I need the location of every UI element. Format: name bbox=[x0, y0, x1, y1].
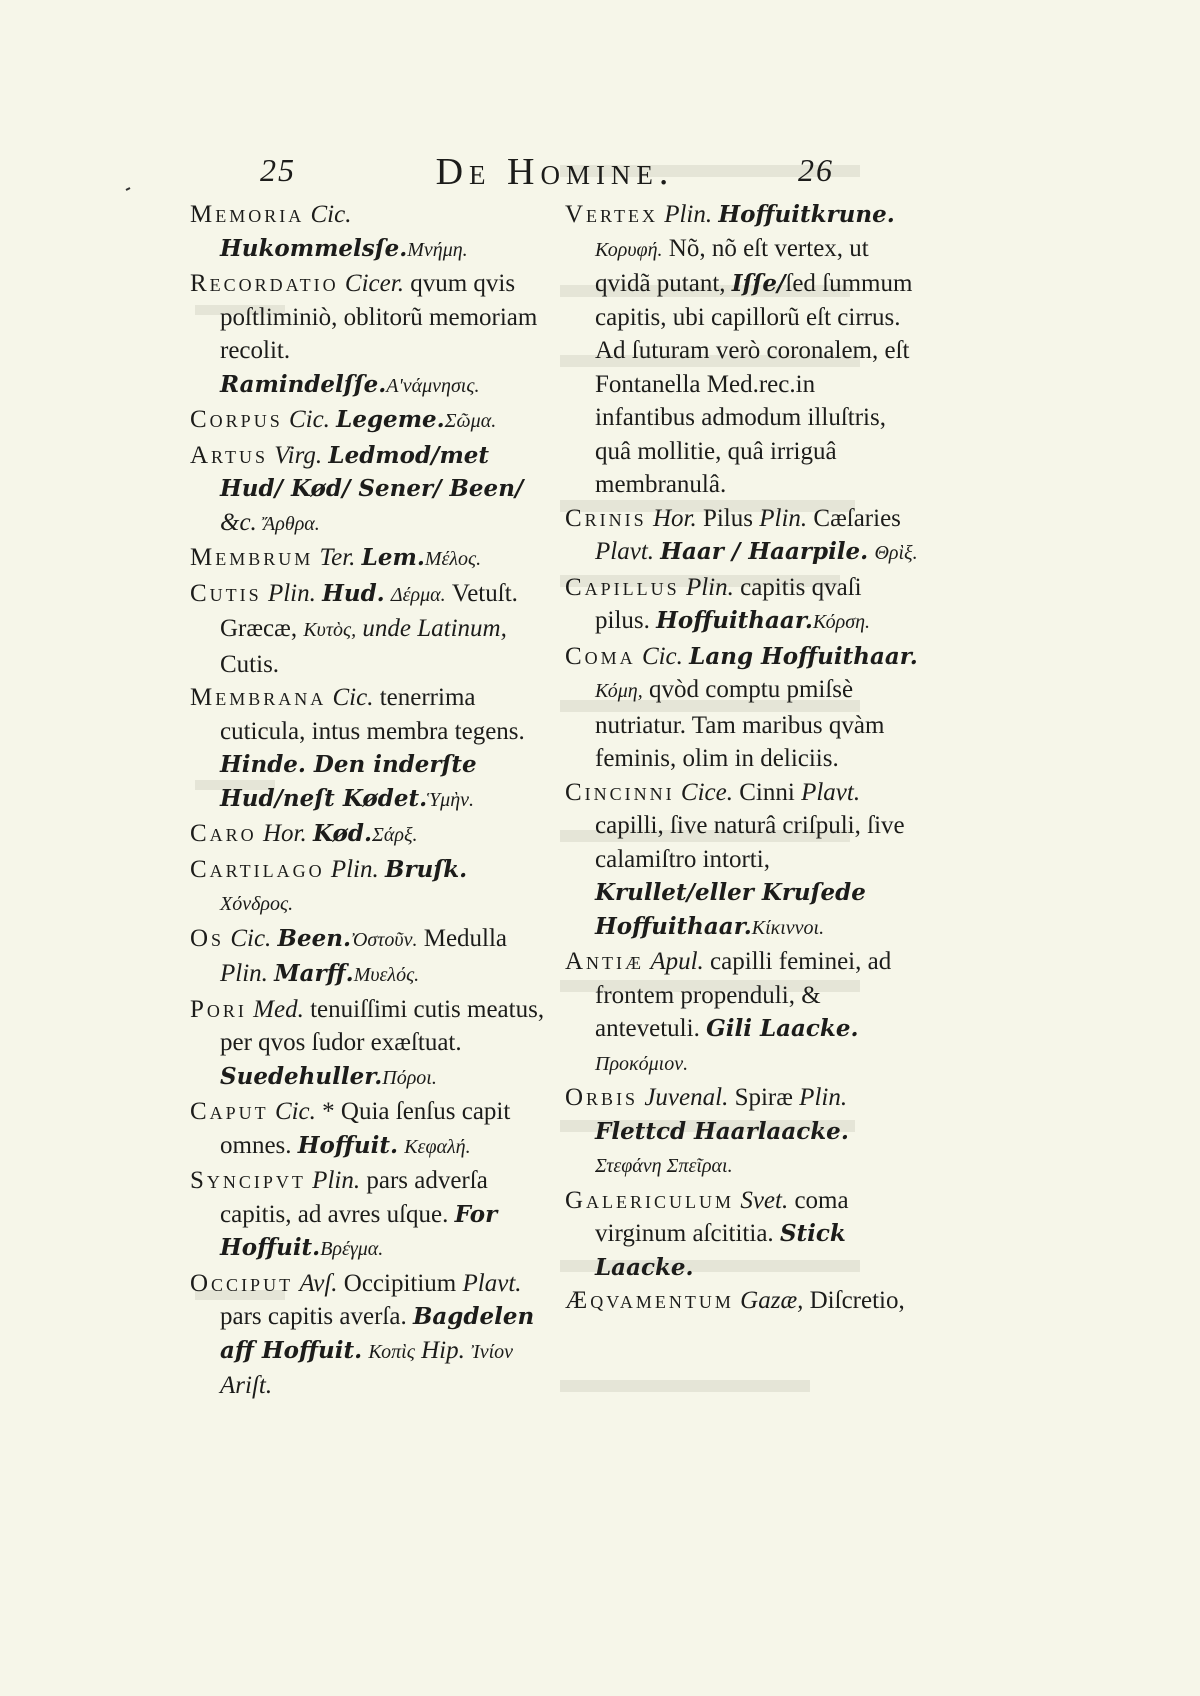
dictionary-entry bbox=[565, 1081, 920, 1184]
source-citation: Cicer. bbox=[344, 270, 404, 297]
dictionary-entry bbox=[190, 853, 545, 922]
dictionary-entry bbox=[565, 198, 920, 502]
dictionary-entry bbox=[565, 1184, 920, 1285]
vernacular-gloss: Gili Laacke. bbox=[706, 1015, 859, 1042]
dictionary-entry bbox=[565, 571, 920, 640]
dictionary-entry bbox=[190, 817, 545, 853]
entry-headword: Crinis bbox=[565, 504, 647, 532]
source-citation: Plin. bbox=[312, 1167, 361, 1194]
running-head bbox=[190, 150, 920, 194]
vernacular-gloss: Hinde. Den inderſte Hud/neſt Kødet. bbox=[220, 751, 477, 812]
dictionary-entry bbox=[190, 439, 545, 542]
dictionary-entry bbox=[190, 1095, 545, 1164]
dictionary-entry bbox=[565, 776, 920, 946]
source-citation: Juvenal. bbox=[644, 1084, 729, 1111]
dictionary-entry bbox=[565, 945, 920, 1081]
vernacular-gloss: Lang Hoffuithaar. bbox=[689, 642, 918, 670]
definition-text: tenuiſſimi cutis meatus, per qvos ſudor exæſtuat. bbox=[220, 995, 545, 1056]
entry-headword: Orbis bbox=[565, 1084, 639, 1111]
source-citation: Hip. bbox=[421, 1336, 465, 1364]
source-citation: Cic. bbox=[310, 201, 352, 228]
entry-headword: Membrum bbox=[190, 544, 314, 571]
entry-headword: Cartilago bbox=[190, 855, 325, 883]
definition-text: tenerrima cuticula, intus membra tegens. bbox=[220, 684, 525, 745]
greek-gloss: Ὑμὴν. bbox=[427, 788, 475, 811]
vernacular-gloss: Bruſk. bbox=[385, 855, 468, 883]
source-citation: Cic. bbox=[288, 406, 330, 433]
definition-text: * Quia ſenſus capit omnes. bbox=[220, 1098, 511, 1159]
dictionary-entry bbox=[190, 1267, 545, 1403]
vernacular-gloss: Iſſe/ bbox=[731, 270, 786, 297]
left-page-number: 25 bbox=[260, 152, 296, 188]
greek-gloss: Μυελός. bbox=[353, 964, 420, 986]
source-citation: Plin. bbox=[685, 573, 734, 601]
entry-headword: Galericulum bbox=[565, 1186, 735, 1214]
definition-text: pars adverſa capitis, ad avres uſque. bbox=[220, 1167, 488, 1228]
source-citation: Ariſt. bbox=[220, 1372, 273, 1399]
source-citation: Ter. bbox=[319, 544, 356, 571]
entry-headword: Os bbox=[190, 924, 225, 952]
entry-headword: Recordatio bbox=[190, 270, 339, 297]
definition-text: Occipitium bbox=[337, 1269, 463, 1297]
definition-text: Cinni bbox=[733, 778, 802, 806]
vernacular-gloss: Hoffuithaar. bbox=[656, 607, 813, 634]
vernacular-gloss: Hoffuit. bbox=[297, 1131, 398, 1159]
source-citation: Plin. bbox=[664, 201, 713, 228]
greek-gloss: Κόρση. bbox=[812, 611, 871, 633]
source-citation: Cic. bbox=[641, 642, 683, 670]
greek-gloss: Μνήμη. bbox=[407, 238, 468, 261]
greek-gloss: Α'νάμνησις. bbox=[386, 374, 480, 397]
entry-headword: Memoria bbox=[190, 201, 305, 228]
entry-headword: Caro bbox=[190, 820, 257, 847]
entry-headword: Caput bbox=[190, 1098, 269, 1125]
vernacular-gloss: Hud. bbox=[322, 579, 385, 607]
greek-gloss: Δέρμα. bbox=[390, 583, 446, 606]
definition-text: capilli feminei, ad frontem propenduli, & antevetuli. bbox=[595, 948, 892, 1042]
source-citation: Plin. bbox=[799, 1084, 848, 1111]
entry-headword: Syncipvt bbox=[190, 1167, 306, 1194]
definition-text: pars capitis averſa. bbox=[220, 1303, 413, 1330]
vernacular-gloss: Krullet/eller Kruſede Hoffuithaar. bbox=[595, 879, 866, 940]
entry-headword: Antiæ bbox=[565, 948, 645, 975]
greek-gloss: Κοπὶς bbox=[368, 1340, 415, 1363]
source-citation: Plavt. bbox=[595, 538, 655, 565]
vernacular-gloss: Hukommelsſe. bbox=[220, 234, 408, 262]
vernacular-gloss: Ramindelſſe. bbox=[220, 370, 387, 398]
dictionary-entry bbox=[190, 198, 545, 267]
book-page bbox=[190, 150, 920, 1403]
dictionary-entry bbox=[190, 922, 545, 993]
left-column bbox=[190, 198, 545, 1403]
greek-gloss: Κορυφή. bbox=[595, 238, 663, 261]
definition-text: Cæſaries bbox=[807, 504, 901, 532]
dictionary-entry bbox=[190, 541, 545, 577]
source-citation: Hor. bbox=[652, 504, 697, 532]
source-citation: &c. bbox=[220, 508, 257, 536]
entry-headword: Vertex bbox=[565, 201, 658, 228]
dictionary-entry bbox=[565, 502, 920, 571]
greek-gloss: Κυτὸς, bbox=[303, 619, 357, 641]
source-citation: Plavt. bbox=[801, 778, 861, 806]
source-citation: Virg. bbox=[274, 441, 323, 469]
vernacular-gloss: Hoffuitkrune. bbox=[718, 201, 895, 228]
right-column bbox=[565, 198, 920, 1403]
greek-gloss: Ὀστοῦν. bbox=[350, 928, 418, 951]
greek-gloss: Κίκιννοι. bbox=[751, 916, 825, 939]
greek-gloss: Μέλος. bbox=[424, 548, 482, 570]
right-page-number: 26 bbox=[798, 152, 834, 188]
greek-gloss: Χόνδρος. bbox=[220, 893, 294, 915]
definition-text: qvum qvis poſtliminiò, oblitorũ memoriam recolit. bbox=[220, 270, 538, 364]
page-title: De Homine. bbox=[435, 151, 675, 193]
dictionary-entry bbox=[190, 403, 545, 439]
source-citation: Plin. bbox=[330, 855, 379, 883]
source-citation: Cice. bbox=[680, 778, 733, 806]
source-citation: Cic. bbox=[332, 684, 374, 711]
entry-headword: Cutis bbox=[190, 579, 262, 607]
source-citation: Plavt. bbox=[462, 1269, 522, 1297]
vernacular-gloss: Stick Laacke. bbox=[595, 1220, 846, 1281]
definition-text: Spiræ bbox=[728, 1084, 800, 1111]
vernacular-gloss: Suedehuller. bbox=[220, 1062, 383, 1090]
vernacular-gloss: Lem. bbox=[361, 544, 425, 571]
definition-text: capitis qvaſi pilus. bbox=[595, 573, 862, 634]
vernacular-gloss: Bagdelen aff Hoffuit. bbox=[220, 1303, 535, 1364]
definition-text: coma virginum aſcititia. bbox=[595, 1186, 849, 1247]
greek-gloss: Σάρξ. bbox=[371, 824, 418, 846]
entry-headword: Coma bbox=[565, 642, 636, 670]
entry-headword: Cincinni bbox=[565, 778, 675, 806]
dictionary-entry bbox=[190, 267, 545, 403]
dictionary-entry bbox=[190, 681, 545, 817]
source-citation: unde Latinum, bbox=[362, 615, 507, 642]
source-citation: Plin. bbox=[267, 579, 316, 607]
greek-gloss: Ἄρθρα. bbox=[263, 512, 320, 535]
source-citation: Svet. bbox=[740, 1186, 789, 1214]
entry-headword: Membrana bbox=[190, 684, 327, 711]
source-citation: Apul. bbox=[650, 948, 704, 975]
definition-text: Nõ, nõ eſt vertex, ut qvidã putant, bbox=[595, 234, 869, 297]
greek-gloss: Θρὶξ. bbox=[874, 542, 918, 564]
definition-text: ſed ſummum capitis, ubi capillorũ eſt cirrus. Ad ſuturam verò coronalem, eſt Fontanella Med.rec.in infantibus admodum illuſtris, quâ mollitie, quâ irriguâ membranulâ. bbox=[595, 270, 913, 498]
vernacular-gloss: Legeme. bbox=[336, 406, 445, 433]
dictionary-entry bbox=[190, 993, 545, 1096]
entry-headword: Artus bbox=[190, 441, 268, 469]
source-citation: Plin. bbox=[759, 504, 808, 532]
dictionary-entry bbox=[190, 1164, 545, 1267]
source-citation: Plin. bbox=[220, 960, 268, 987]
dictionary-entry bbox=[565, 640, 920, 776]
source-citation: Hor. bbox=[262, 820, 307, 847]
definition-text: capilli, ſive naturâ criſpuli, ſive calamiſtro intorti, bbox=[595, 812, 905, 873]
definition-text: Vetuſt. Græcæ, bbox=[220, 579, 518, 642]
entry-headword: Capillus bbox=[565, 573, 680, 601]
greek-gloss: Πόροι. bbox=[382, 1066, 437, 1089]
greek-gloss: Βρέγμα. bbox=[320, 1238, 384, 1260]
source-citation: Gazæ, bbox=[740, 1287, 804, 1314]
greek-gloss: Κεφαλή. bbox=[404, 1135, 471, 1158]
vernacular-gloss: Been. bbox=[277, 924, 351, 952]
source-citation: Med. bbox=[253, 995, 304, 1023]
definition-text: Diſcretio, bbox=[803, 1287, 905, 1314]
source-citation: Cic. bbox=[274, 1098, 316, 1125]
entry-headword: Æqvamentum bbox=[565, 1287, 734, 1314]
entry-headword: Pori bbox=[190, 995, 247, 1023]
source-citation: Avſ. bbox=[299, 1269, 338, 1297]
vernacular-gloss: Ledmod/met Hud/ Kød/ Sener/ Been/ bbox=[220, 441, 524, 502]
greek-gloss: Κόμη, bbox=[595, 680, 643, 702]
entry-headword: Occiput bbox=[190, 1269, 294, 1297]
vernacular-gloss: Kød. bbox=[312, 820, 372, 847]
greek-gloss: Στεφάνη Σπεῖραι. bbox=[595, 1155, 733, 1177]
source-citation: Cic. bbox=[230, 924, 272, 952]
vernacular-gloss: Haar / Haarpile. bbox=[660, 538, 869, 565]
definition-text: Pilus bbox=[696, 504, 760, 532]
greek-gloss: Σῶμα. bbox=[444, 410, 497, 432]
vernacular-gloss: Marff. bbox=[274, 960, 354, 987]
text-columns bbox=[190, 198, 920, 1403]
dictionary-entry bbox=[190, 577, 545, 682]
greek-gloss: Ἰνίον bbox=[471, 1340, 514, 1363]
dictionary-entry bbox=[565, 1284, 920, 1318]
entry-headword: Corpus bbox=[190, 406, 283, 433]
vernacular-gloss: Flettcd Haarlaacke. bbox=[595, 1117, 849, 1145]
definition-text: Medulla bbox=[417, 924, 508, 952]
vernacular-gloss: For Hoffuit. bbox=[220, 1200, 498, 1261]
definition-text: Cutis. bbox=[220, 650, 280, 678]
definition-text: qvòd comptu pmiſsè nutriatur. Tam maribus qvàm feminis, olim in deliciis. bbox=[595, 676, 885, 772]
greek-gloss: Προκόμιον. bbox=[595, 1052, 689, 1075]
